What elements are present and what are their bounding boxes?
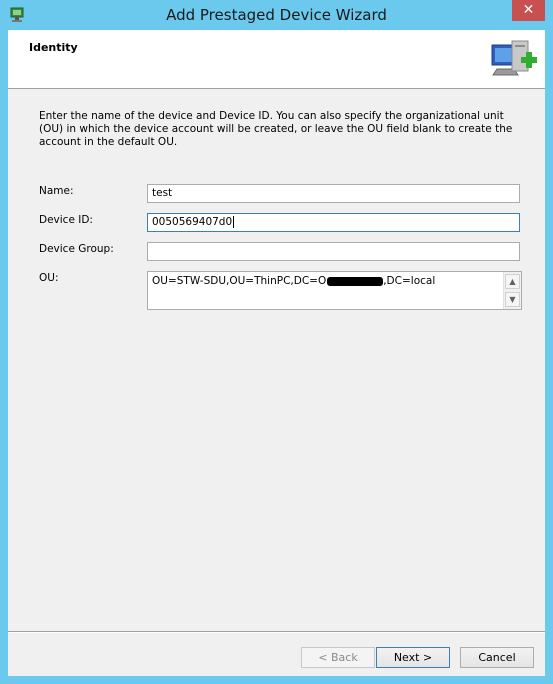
ou-label: OU: [39,272,59,284]
device-group-field[interactable] [147,242,520,261]
name-label: Name: [39,185,74,197]
device-group-label: Device Group: [39,243,114,255]
text-caret [233,216,234,228]
ou-value-start: OU=STW-SDU,OU=ThinPC,DC=O [152,275,327,287]
cancel-button[interactable]: Cancel [460,647,534,668]
name-field[interactable]: test [147,184,520,203]
ou-scrollbar[interactable] [503,272,521,309]
scroll-down-icon[interactable]: ▼ [505,292,520,307]
window-title: Add Prestaged Device Wizard [166,6,387,24]
ou-value [152,275,435,287]
wizard-body [8,30,545,676]
redaction-mark [327,277,383,286]
page-header [8,30,545,89]
back-button[interactable]: < Back [301,647,375,668]
close-button[interactable]: ✕ [512,0,545,21]
ou-field[interactable] [147,271,522,310]
page-title: Identity [29,41,78,54]
device-id-field[interactable] [147,213,520,232]
scroll-up-icon[interactable]: ▲ [505,274,520,289]
computer-add-icon [488,35,538,83]
device-id-label: Device ID: [39,214,93,226]
title-bar[interactable] [0,0,553,30]
device-id-value: 0050569407d0 [152,216,233,228]
instructions-text: Enter the name of the device and Device ID. You can also specify the organizational unit (OU) in which the device account will be created, or leave the OU field blank to create the account in the default OU. [39,110,513,148]
ou-value-end: ,DC=local [383,275,436,287]
next-button[interactable]: Next > [376,647,450,668]
footer-divider [8,631,545,633]
